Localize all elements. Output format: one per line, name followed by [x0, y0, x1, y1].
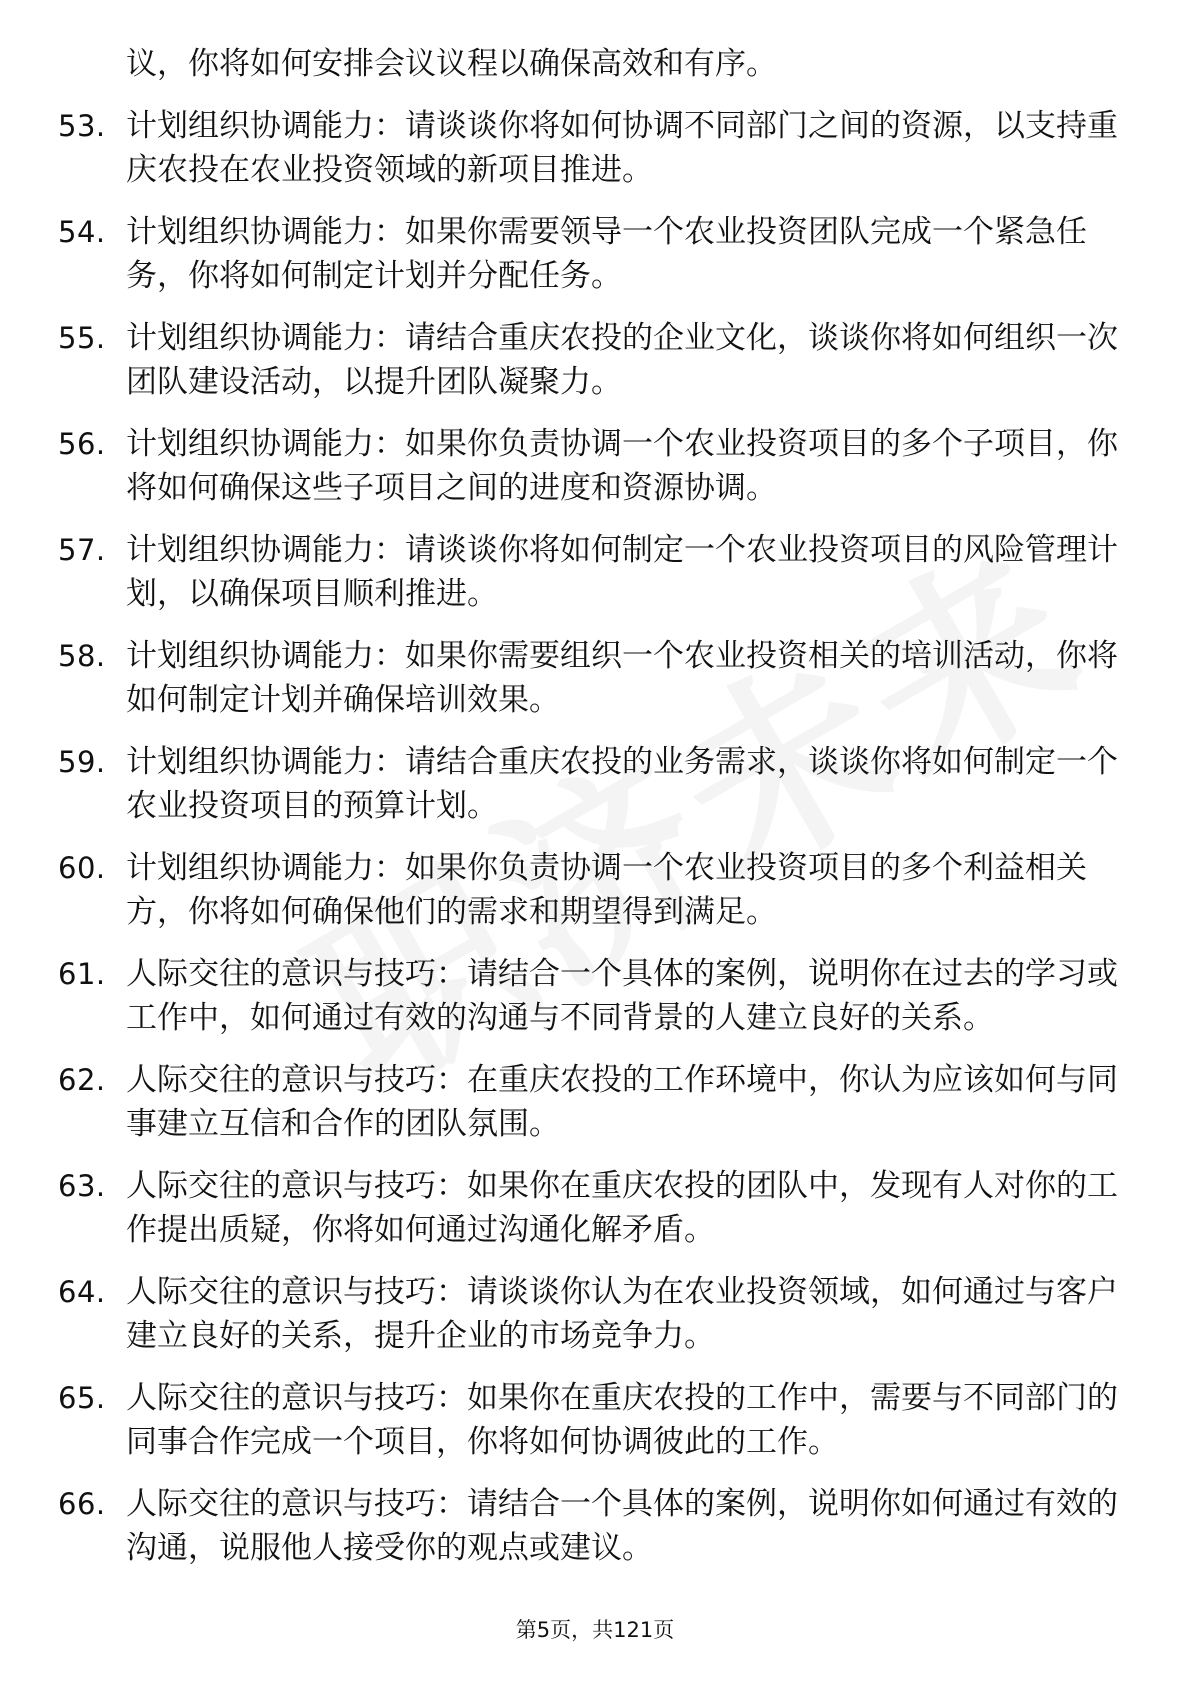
list-item	[58, 422, 1118, 510]
item-number: 62.	[58, 1063, 106, 1097]
item-number: 56.	[58, 427, 106, 461]
item-text: 人际交往的意识与技巧：请结合一个具体的案例，说明你在过去的学习或工作中，如何通过有效的沟通与不同背景的人建立良好的关系。	[126, 956, 1118, 1036]
question-list	[58, 42, 1118, 1588]
list-item	[58, 952, 1118, 1040]
item-text: 人际交往的意识与技巧：请谈谈你认为在农业投资领域，如何通过与客户建立良好的关系，提升企业的市场竞争力。	[126, 1274, 1118, 1354]
list-item	[58, 528, 1118, 616]
item-number: 59.	[58, 745, 106, 779]
item-text: 计划组织协调能力：请谈谈你将如何协调不同部门之间的资源，以支持重庆农投在农业投资领域的新项目推进。	[126, 108, 1118, 188]
item-text: 人际交往的意识与技巧：如果你在重庆农投的团队中，发现有人对你的工作提出质疑，你将如何通过沟通化解矛盾。	[126, 1168, 1118, 1248]
list-item	[58, 1058, 1118, 1146]
item-text: 人际交往的意识与技巧：如果你在重庆农投的工作中，需要与不同部门的同事合作完成一个项目，你将如何协调彼此的工作。	[126, 1380, 1118, 1460]
item-text: 计划组织协调能力：请结合重庆农投的业务需求，谈谈你将如何制定一个农业投资项目的预算计划。	[126, 744, 1118, 824]
item-number: 53.	[58, 109, 106, 143]
item-number: 65.	[58, 1381, 106, 1415]
continued-text: 议，你将如何安排会议议程以确保高效和有序。	[126, 46, 777, 82]
item-number: 57.	[58, 533, 106, 567]
item-text: 计划组织协调能力：如果你需要领导一个农业投资团队完成一个紧急任务，你将如何制定计划并分配任务。	[126, 214, 1087, 294]
item-number: 58.	[58, 639, 106, 673]
item-text: 计划组织协调能力：如果你负责协调一个农业投资项目的多个利益相关方，你将如何确保他们的需求和期望得到满足。	[126, 850, 1087, 930]
list-item	[58, 210, 1118, 298]
item-number: 55.	[58, 321, 106, 355]
item-text: 人际交往的意识与技巧：请结合一个具体的案例，说明你如何通过有效的沟通，说服他人接受你的观点或建议。	[126, 1486, 1118, 1566]
item-number: 66.	[58, 1487, 106, 1521]
item-number: 64.	[58, 1275, 106, 1309]
item-text: 人际交往的意识与技巧：在重庆农投的工作环境中，你认为应该如何与同事建立互信和合作的团队氛围。	[126, 1062, 1118, 1142]
list-item	[58, 634, 1118, 722]
list-item	[58, 1270, 1118, 1358]
list-item	[58, 1376, 1118, 1464]
list-item	[58, 1164, 1118, 1252]
page-footer: 第5页，共121页	[515, 1618, 675, 1642]
list-item	[58, 316, 1118, 404]
item-text: 计划组织协调能力：请谈谈你将如何制定一个农业投资项目的风险管理计划，以确保项目顺利推进。	[126, 532, 1118, 612]
item-number: 54.	[58, 215, 106, 249]
list-item	[58, 846, 1118, 934]
item-text: 计划组织协调能力：如果你负责协调一个农业投资项目的多个子项目，你将如何确保这些子项目之间的进度和资源协调。	[126, 426, 1118, 506]
item-number: 63.	[58, 1169, 106, 1203]
list-item	[58, 1482, 1118, 1570]
list-item	[58, 104, 1118, 192]
item-number: 60.	[58, 851, 106, 885]
list-item	[58, 740, 1118, 828]
item-text: 计划组织协调能力：如果你需要组织一个农业投资相关的培训活动，你将如何制定计划并确保培训效果。	[126, 638, 1118, 718]
item-text: 计划组织协调能力：请结合重庆农投的企业文化，谈谈你将如何组织一次团队建设活动，以提升团队凝聚力。	[126, 320, 1118, 400]
item-number: 61.	[58, 957, 106, 991]
